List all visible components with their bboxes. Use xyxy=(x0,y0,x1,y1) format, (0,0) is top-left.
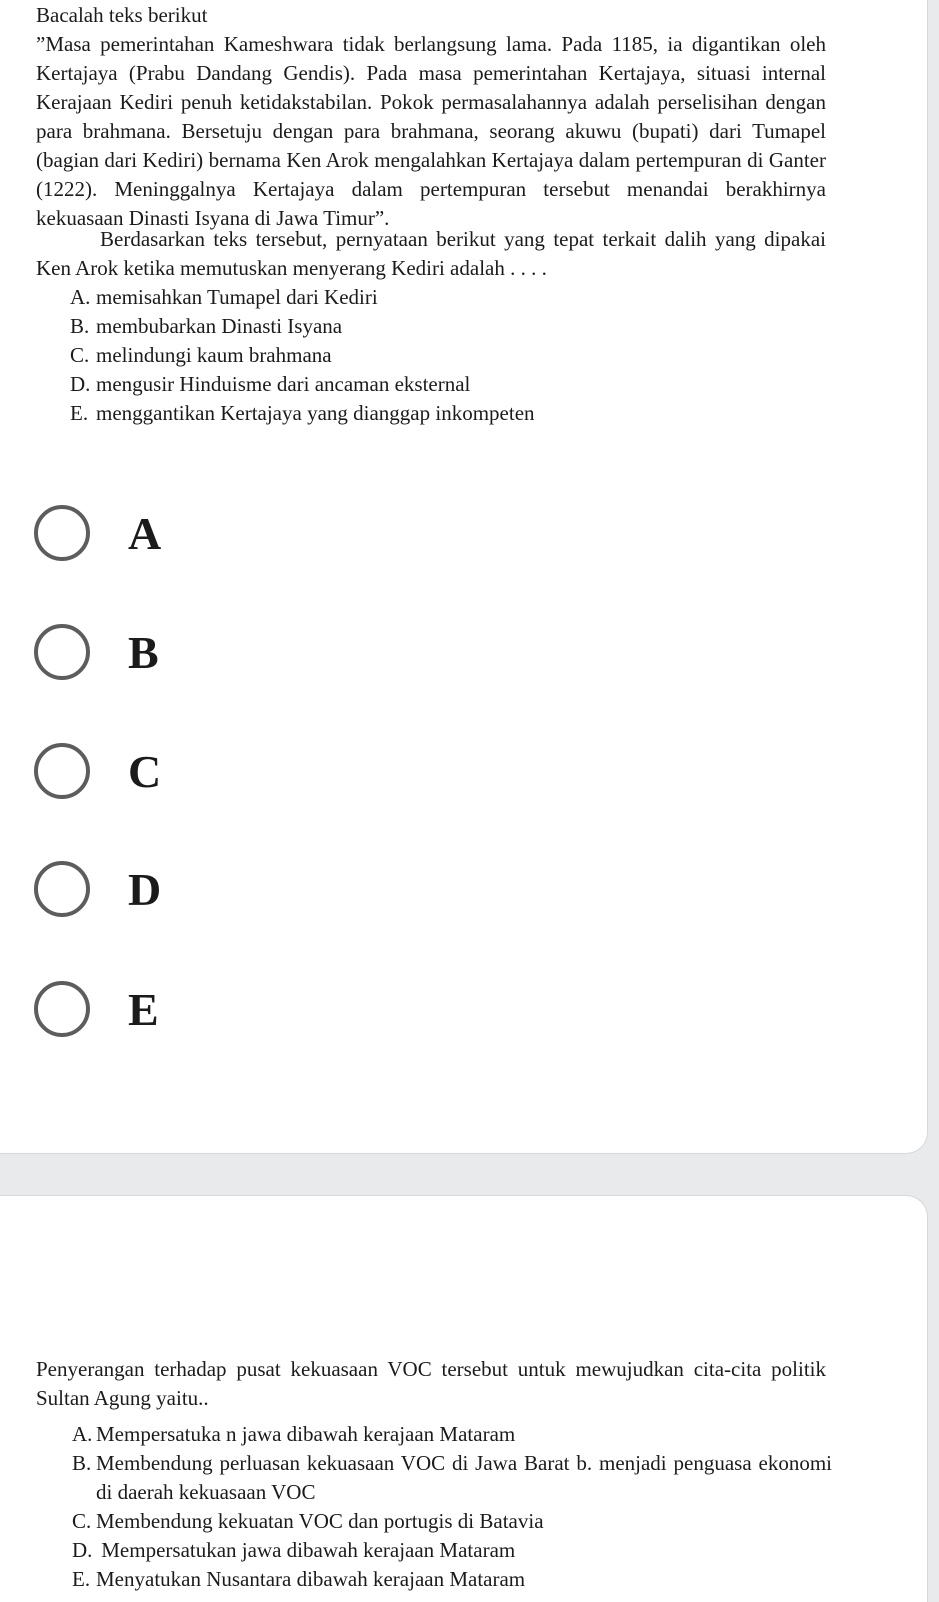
answer-choice-b[interactable] xyxy=(34,617,159,687)
option-text: melindungi kaum brahmana xyxy=(96,343,332,367)
radio-button[interactable] xyxy=(34,981,90,1037)
answer-choice-a[interactable] xyxy=(34,498,161,568)
option-item-c xyxy=(72,1507,832,1536)
option-text: memisahkan Tumapel dari Kediri xyxy=(96,285,378,309)
option-item-e xyxy=(72,1565,832,1594)
answer-choice-label: E xyxy=(128,983,159,1035)
answer-choice-label: C xyxy=(128,745,162,797)
option-letter: E. xyxy=(70,401,89,425)
answer-choice-label: B xyxy=(128,626,159,678)
question-text: Penyerangan terhadap pusat kekuasaan VOC tersebut untuk mewujudkan cita-cita politik Sultan Agung yaitu.. xyxy=(36,1357,826,1410)
option-letter: D. xyxy=(72,1538,93,1562)
option-letter: B. xyxy=(72,1451,92,1475)
option-item-a xyxy=(70,283,535,312)
option-text: membubarkan Dinasti Isyana xyxy=(96,314,343,338)
option-item-a xyxy=(72,1420,832,1449)
answer-choice-c[interactable] xyxy=(34,736,161,806)
option-item-d xyxy=(72,1536,832,1565)
option-text: Mempersatuka n jawa dibawah kerajaan Mataram xyxy=(96,1422,516,1446)
option-letter: E. xyxy=(72,1567,91,1591)
radio-button[interactable] xyxy=(34,624,90,680)
option-text: Membendung kekuatan VOC dan portugis di Batavia xyxy=(96,1509,544,1533)
option-item-d xyxy=(70,370,535,399)
option-item-b xyxy=(70,312,535,341)
option-text: mengusir Hinduisme dari ancaman eksternal xyxy=(96,372,471,396)
option-letter: C. xyxy=(70,343,90,367)
question-passage: ”Masa pemerintahan Kameshwara tidak berlangsung lama. Pada 1185, ia digantikan oleh Kertajaya (Prabu Dandang Gendis). Pada masa pemerintahan Kertajaya, situasi internal Kerajaan Kediri penuh ketidakstabilan. Pokok permasalahannya adalah perselisihan dengan para brahmana. Bersetuju dengan para brahmana, seorang akuwu (bupati) dari Tumapel (bagian dari Kediri) bernama Ken Arok mengalahkan Kertajaya dalam pertempuran di Ganter (1222). Meninggalnya Kertajaya dalam pertempuran tersebut menandai berakhirnya kekuasaan Dinasti Isyana di Jawa Timur”. xyxy=(36,32,826,230)
option-text: Membendung perluasan kekuasaan VOC di Jawa Barat b. menjadi penguasa ekonomi di daerah kekuasaan VOC xyxy=(96,1451,832,1504)
answer-choice-label: A xyxy=(128,507,162,559)
option-text: Mempersatukan jawa dibawah kerajaan Mataram xyxy=(96,1538,516,1562)
answer-choice-e[interactable] xyxy=(34,974,159,1044)
question-options-list xyxy=(72,1420,832,1594)
option-item-e xyxy=(70,399,535,428)
option-text: menggantikan Kertajaya yang dianggap inkompeten xyxy=(96,401,535,425)
option-letter: D. xyxy=(70,372,91,396)
option-item-b xyxy=(72,1449,832,1507)
answer-choice-d[interactable] xyxy=(34,854,161,924)
question-options-list xyxy=(70,283,535,428)
answer-choice-label: D xyxy=(128,863,162,915)
question-intro: Bacalah teks berikut xyxy=(36,3,208,27)
option-item-c xyxy=(70,341,535,370)
radio-button[interactable] xyxy=(34,861,90,917)
radio-button[interactable] xyxy=(34,505,90,561)
option-text: Menyatukan Nusantara dibawah kerajaan Mataram xyxy=(96,1567,526,1591)
option-letter: C. xyxy=(72,1509,92,1533)
radio-button[interactable] xyxy=(34,743,90,799)
option-letter: A. xyxy=(70,285,91,309)
option-letter: A. xyxy=(72,1422,93,1446)
option-letter: B. xyxy=(70,314,90,338)
question-text: Berdasarkan teks tersebut, pernyataan berikut yang tepat terkait dalih yang dipakai Ken Arok ketika memutuskan menyerang Kediri adalah . . . . xyxy=(36,227,826,280)
